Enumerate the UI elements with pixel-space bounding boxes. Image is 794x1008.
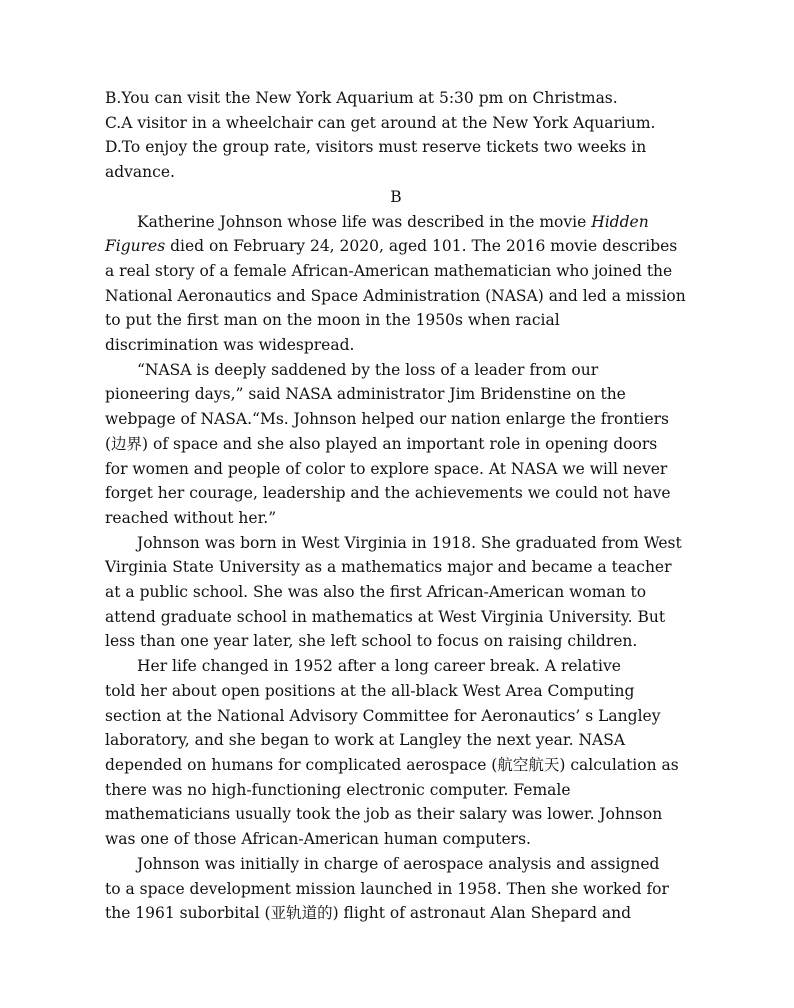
paragraph-line [105, 234, 705, 259]
paragraph-line: (边界) of space and she also played an important role in opening doors [105, 434, 658, 453]
paragraph-2 [105, 358, 705, 531]
paragraph-line: discrimination was widespread. [105, 336, 355, 355]
paragraph-line: at a public school. She was also the first African-American woman to [105, 583, 647, 602]
paragraph-line: less than one year later, she left school to focus on raising children. [105, 632, 638, 651]
document-page [105, 86, 705, 926]
paragraph-1 [105, 210, 705, 358]
movie-title-word: Figures [105, 237, 166, 256]
option-b: B.You can visit the New York Aquarium at 5:30 pm on Christmas. [105, 89, 618, 107]
paragraph-3 [105, 531, 705, 655]
paragraph-line: pioneering days,” said NASA administrator Jim Bridenstine on the [105, 385, 626, 404]
paragraph-line: Virginia State University as a mathematics major and became a teacher [105, 558, 672, 577]
paragraph-line: depended on humans for complicated aerospace (航空航天) calculation as [105, 755, 679, 774]
paragraph-line: webpage of NASA.“Ms. Johnson helped our nation enlarge the frontiers [105, 410, 669, 429]
paragraph-line: forget her courage, leadership and the achievements we could not have [105, 484, 671, 503]
paragraph-line: Her life changed in 1952 after a long career break. A relative [137, 657, 621, 676]
paragraph-line: attend graduate school in mathematics at West Virginia University. But [105, 607, 666, 626]
paragraph-line: National Aeronautics and Space Administration (NASA) and led a mission [105, 286, 686, 305]
option-c: C.A visitor in a wheelchair can get around at the New York Aquarium. [105, 113, 656, 132]
paragraph-line: for women and people of color to explore space. At NASA we will never [105, 459, 668, 478]
text-run: died on February 24, 2020, aged 101. The 2016 movie describes [165, 237, 678, 256]
movie-title-word: Hidden [591, 212, 649, 231]
paragraph-line: a real story of a female African-American mathematician who joined the [105, 261, 673, 280]
option-d-line-1: D.To enjoy the group rate, visitors must reserve tickets two weeks in [105, 138, 647, 157]
paragraph-4 [105, 654, 705, 852]
paragraph-line: was one of those African-American human computers. [105, 830, 531, 849]
paragraph-line: reached without her.” [105, 508, 277, 527]
paragraph-line: told her about open positions at the all-black West Area Computing [105, 681, 635, 700]
paragraph-line: Johnson was initially in charge of aerospace analysis and assigned [137, 854, 660, 873]
paragraph-line: there was no high-functioning electronic computer. Female [105, 780, 571, 799]
paragraph-line: the 1961 suborbital (亚轨道的) flight of astronaut Alan Shepard and [105, 904, 632, 923]
text-run: Katherine Johnson whose life was described in the movie [137, 212, 592, 231]
answer-options [105, 86, 705, 185]
paragraph-line: to put the first man on the moon in the 1950s when racial [105, 311, 560, 330]
paragraph-line [105, 210, 705, 235]
paragraph-line: section at the National Advisory Committee for Aeronautics’ s Langley [105, 706, 661, 725]
paragraph-line: Johnson was born in West Virginia in 1918. She graduated from West [137, 533, 682, 552]
paragraph-line: “NASA is deeply saddened by the loss of a leader from our [137, 360, 599, 379]
paragraph-5 [105, 852, 705, 926]
paragraph-line: laboratory, and she began to work at Langley the next year. NASA [105, 731, 626, 750]
paragraph-line: to a space development mission launched in 1958. Then she worked for [105, 879, 669, 898]
option-d-line-2: advance. [105, 163, 175, 182]
section-label: B [390, 187, 402, 206]
paragraph-line: mathematicians usually took the job as their salary was lower. Johnson [105, 805, 663, 824]
